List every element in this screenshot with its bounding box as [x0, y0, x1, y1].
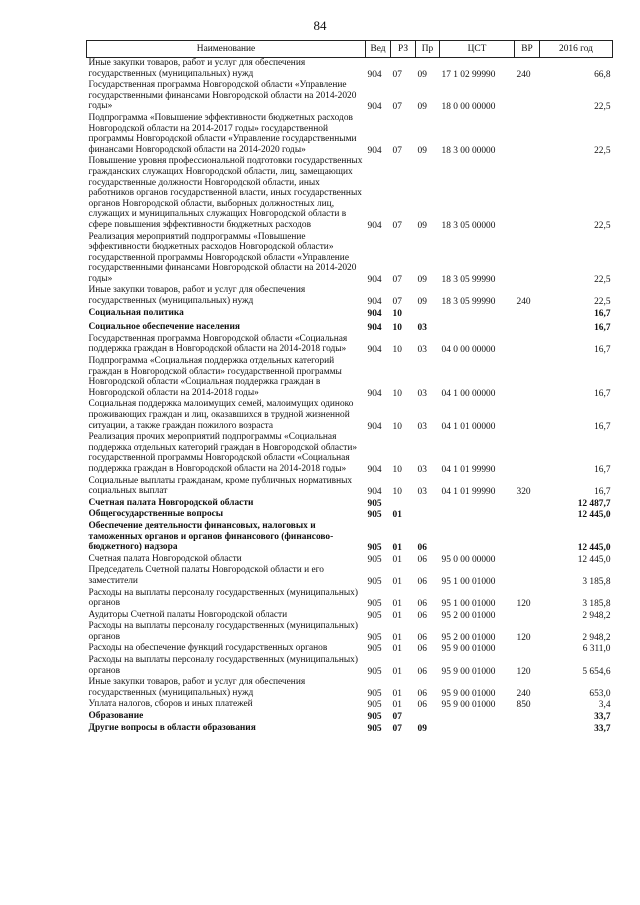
row-pr: 06 — [417, 599, 427, 610]
row-cst — [440, 521, 515, 554]
row-pr: 06 — [417, 700, 427, 711]
row-ved: 904 — [367, 345, 382, 356]
row-sum: 12 445,0 — [577, 543, 611, 554]
row-pr — [416, 308, 440, 320]
row-rz: 07 — [392, 723, 402, 734]
row-pr: 06 — [417, 666, 427, 677]
row-pr: 03 — [417, 345, 427, 356]
row-sum: 16,7 — [594, 464, 611, 475]
row-sum: 66,8 — [594, 69, 611, 80]
row-pr: 03 — [417, 323, 427, 334]
row-rz: 10 — [392, 421, 402, 432]
header-pr: Пр — [416, 41, 440, 58]
row-sum: 6 311,0 — [582, 644, 611, 655]
row-ved: 905 — [367, 576, 382, 587]
row-vr — [515, 319, 540, 334]
table-row — [87, 521, 613, 554]
table-body — [87, 58, 613, 735]
row-name: Другие вопросы в области образования — [88, 722, 256, 733]
row-cst: 04 0 00 00000 — [441, 345, 496, 356]
row-cst: 95 2 00 01000 — [441, 632, 496, 643]
row-ved: 904 — [367, 145, 382, 156]
table-row — [87, 498, 613, 510]
row-name: Повышение уровня профессиональной подготовки государственных гражданских служащих Новгородской области, лиц, замещающих государственные должности Новгородской области, иных работников органов государственной власти, иных государственных органов Новгородской области, выборных должностных лиц, служащих и муниципальных служащих Новгородской области в сфере повышения эффективности бюджетных расходов — [88, 156, 363, 230]
row-sum: 3 185,8 — [582, 576, 611, 587]
row-cst — [440, 319, 515, 334]
table-row — [87, 621, 613, 643]
row-vr — [515, 509, 540, 521]
row-pr: 03 — [417, 421, 427, 432]
row-vr — [515, 399, 540, 432]
table-row — [87, 509, 613, 521]
row-rz: 01 — [392, 688, 402, 699]
row-ved: 905 — [367, 632, 382, 643]
table-row — [87, 554, 613, 566]
row-name: Расходы на выплаты персоналу государственных (муниципальных) органов — [88, 587, 358, 609]
row-ved: 904 — [367, 323, 382, 334]
row-cst — [440, 509, 515, 521]
table-row — [87, 655, 613, 677]
row-pr: 06 — [417, 576, 427, 587]
row-pr: 09 — [417, 274, 427, 285]
page-number: 84 — [313, 18, 327, 33]
header-rz: РЗ — [391, 41, 416, 58]
row-rz: 07 — [392, 297, 402, 308]
row-sum: 16,7 — [594, 388, 611, 399]
row-cst: 18 3 05 99990 — [441, 297, 496, 308]
header-cst: ЦСТ — [440, 41, 515, 58]
row-vr — [515, 308, 540, 320]
row-name: Реализация мероприятий подпрограммы «Повышение эффективности бюджетных расходов Новгородской области» государственной программы Новгородской области «Управление государственными финансами Новгородской области на 2014-2020 годы» — [88, 231, 357, 284]
row-name: Председатель Счетной палаты Новгородской области и его заместители — [88, 565, 324, 586]
row-sum: 16,7 — [594, 323, 611, 334]
row-sum: 33,7 — [594, 712, 611, 723]
row-vr — [515, 565, 540, 587]
table-row — [87, 432, 613, 475]
row-cst: 95 9 00 01000 — [441, 688, 496, 699]
row-cst: 95 9 00 01000 — [441, 666, 496, 677]
row-cst — [440, 711, 515, 723]
row-rz: 01 — [392, 632, 402, 643]
row-sum: 2 948,2 — [582, 632, 611, 643]
table-row — [87, 677, 613, 699]
row-cst: 04 1 01 00000 — [441, 421, 496, 432]
row-ved: 904 — [367, 464, 382, 475]
row-vr — [515, 521, 540, 554]
row-sum: 33,7 — [594, 723, 611, 734]
row-ved: 904 — [367, 274, 382, 285]
table-row — [87, 156, 613, 231]
row-rz: 07 — [392, 274, 402, 285]
row-sum: 22,5 — [594, 274, 611, 285]
row-rz: 01 — [392, 610, 402, 621]
row-cst: 95 0 00 00000 — [441, 554, 496, 565]
row-sum: 653,0 — [589, 688, 611, 699]
row-rz: 01 — [392, 543, 402, 554]
header-name: Наименование — [87, 41, 366, 58]
row-sum: 3 185,8 — [582, 599, 611, 610]
row-sum: 22,5 — [594, 102, 611, 113]
row-rz: 10 — [392, 464, 402, 475]
row-pr — [416, 711, 440, 723]
table-row — [87, 643, 613, 655]
row-name: Реализация прочих мероприятий подпрограммы «Социальная поддержка отдельных категорий граждан в Новгородской области» государственной программы Новгородской области «Социальная поддержка граждан в Новгородской области на 2014-2018 годы» — [88, 432, 358, 474]
row-ved: 905 — [367, 510, 382, 521]
row-rz: 07 — [392, 145, 402, 156]
row-vr — [515, 113, 540, 156]
row-vr — [515, 723, 540, 735]
row-cst: 18 3 05 00000 — [441, 220, 496, 231]
row-ved: 905 — [367, 712, 382, 723]
table-row — [87, 308, 613, 320]
table-row — [87, 113, 613, 156]
row-vr — [515, 232, 540, 286]
row-ved: 905 — [367, 644, 382, 655]
row-vr — [515, 334, 540, 356]
table-row — [87, 399, 613, 432]
row-ved: 905 — [367, 554, 382, 565]
row-name: Иные закупки товаров, работ и услуг для обеспечения государственных (муниципальных) нужд — [88, 285, 306, 307]
row-name: Социальные выплаты гражданам, кроме публичных нормативных социальных выплат — [88, 475, 353, 497]
row-cst: 95 2 00 01000 — [441, 610, 496, 621]
row-rz: 10 — [392, 308, 402, 319]
row-cst: 95 9 00 01000 — [441, 644, 496, 655]
row-cst — [440, 308, 515, 320]
table-row — [87, 476, 613, 498]
row-rz: 10 — [392, 345, 402, 356]
row-name: Государственная программа Новгородской области «Управление государственными финансами Новгородской области на 2014-2020 годы» — [88, 80, 357, 112]
row-cst: 18 3 05 99990 — [441, 274, 496, 285]
row-name: Государственная программа Новгородской области «Социальная поддержка граждан в Новгородской области на 2014-2018 годы» — [88, 333, 348, 355]
row-rz — [391, 498, 416, 510]
table-row — [87, 319, 613, 334]
row-pr: 06 — [417, 688, 427, 699]
row-ved: 904 — [367, 308, 382, 319]
row-pr: 09 — [417, 102, 427, 113]
table-row — [87, 285, 613, 307]
table-row — [87, 711, 613, 723]
row-name: Социальное обеспечение населения — [88, 322, 240, 333]
row-pr: 06 — [417, 644, 427, 655]
row-name: Уплата налогов, сборов и иных платежей — [88, 699, 253, 710]
header-year: 2016 год — [540, 41, 613, 58]
row-name: Расходы на обеспечение функций государственных органов — [88, 643, 328, 654]
row-ved: 904 — [367, 220, 382, 231]
row-cst: 95 1 00 01000 — [441, 599, 496, 610]
row-pr: 09 — [417, 723, 427, 734]
row-name: Счетная палата Новгородской области — [88, 497, 254, 508]
row-pr: 06 — [417, 610, 427, 621]
row-name: Аудиторы Счетной палаты Новгородской области — [88, 609, 288, 620]
row-pr: 03 — [417, 464, 427, 475]
row-vr — [515, 80, 540, 113]
row-ved: 904 — [367, 421, 382, 432]
row-rz: 10 — [392, 388, 402, 399]
row-vr — [515, 711, 540, 723]
row-rz: 01 — [392, 644, 402, 655]
row-ved: 904 — [367, 388, 382, 399]
row-name: Общегосударственные вопросы — [88, 509, 224, 520]
table-row — [87, 565, 613, 587]
row-pr — [416, 498, 440, 510]
row-vr — [515, 554, 540, 566]
row-name: Образование — [88, 711, 144, 722]
row-sum: 12 487,7 — [577, 498, 611, 509]
row-vr: 240 — [516, 688, 531, 699]
row-pr: 09 — [417, 220, 427, 231]
row-rz: 01 — [392, 666, 402, 677]
table-row — [87, 334, 613, 356]
row-ved: 904 — [367, 102, 382, 113]
row-pr: 09 — [417, 297, 427, 308]
row-ved: 905 — [367, 543, 382, 554]
row-vr: 120 — [516, 632, 531, 643]
row-name: Иные закупки товаров, работ и услуг для обеспечения государственных (муниципальных) нужд — [88, 677, 306, 698]
row-pr: 06 — [417, 554, 427, 565]
row-sum: 22,5 — [594, 220, 611, 231]
row-name: Расходы на выплаты персоналу государственных (муниципальных) органов — [88, 621, 358, 642]
row-rz: 01 — [392, 599, 402, 610]
row-sum: 3,4 — [598, 700, 611, 711]
row-ved: 905 — [367, 688, 382, 699]
row-pr: 09 — [417, 69, 427, 80]
row-rz: 07 — [392, 69, 402, 80]
row-ved: 905 — [367, 723, 382, 734]
row-rz: 01 — [392, 554, 402, 565]
header-vr: ВР — [515, 41, 540, 58]
row-ved: 904 — [367, 487, 382, 498]
row-ved: 904 — [367, 297, 382, 308]
row-sum: 2 948,2 — [582, 610, 611, 621]
row-vr: 240 — [516, 69, 531, 80]
row-rz: 10 — [392, 487, 402, 498]
row-vr: 320 — [516, 487, 531, 498]
row-sum: 22,5 — [594, 297, 611, 308]
table-row — [87, 723, 613, 735]
row-name: Иные закупки товаров, работ и услуг для обеспечения государственных (муниципальных) нужд — [88, 58, 306, 79]
header-ved: Вед — [366, 41, 391, 58]
row-vr: 240 — [516, 297, 531, 308]
row-name: Обеспечение деятельности финансовых, налоговых и таможенных органов и органов финансового (финансово-бюджетного) надзора — [88, 520, 334, 553]
table-row — [87, 232, 613, 286]
row-vr — [515, 498, 540, 510]
table-row — [87, 356, 613, 399]
table-row — [87, 58, 613, 81]
row-pr: 06 — [417, 632, 427, 643]
row-pr — [416, 509, 440, 521]
row-vr — [515, 156, 540, 231]
row-name: Подпрограмма «Повышение эффективности бюджетных расходов Новгородской области на 2014-2017 годы» государственной программы Новгородской области «Управление государственными финансами Новгородской области на 2014-2020 годы» — [88, 112, 357, 155]
row-ved: 905 — [367, 666, 382, 677]
row-ved: 905 — [367, 610, 382, 621]
row-vr: 850 — [516, 700, 531, 711]
row-ved: 905 — [367, 700, 382, 711]
row-rz: 07 — [392, 712, 402, 723]
row-rz: 01 — [392, 510, 402, 521]
table-row — [87, 699, 613, 711]
row-cst: 18 3 00 00000 — [441, 145, 496, 156]
row-cst: 18 0 00 00000 — [441, 102, 496, 113]
row-rz: 10 — [392, 323, 402, 334]
row-cst: 04 1 00 00000 — [441, 388, 496, 399]
row-name: Расходы на выплаты персоналу государственных (муниципальных) органов — [88, 655, 358, 676]
table-header-row — [87, 41, 613, 58]
row-sum: 16,7 — [594, 487, 611, 498]
table-row — [87, 610, 613, 622]
row-vr: 120 — [516, 599, 531, 610]
row-vr: 120 — [516, 666, 531, 677]
row-cst: 04 1 01 99990 — [441, 487, 496, 498]
row-sum: 16,7 — [594, 421, 611, 432]
row-vr — [515, 643, 540, 655]
row-name: Социальная поддержка малоимущих семей, малоимущих одиноко проживающих граждан и лиц, оказавшихся в трудной жизненной ситуации, а также граждан пожилого возраста — [88, 399, 354, 431]
row-sum: 12 445,0 — [577, 554, 611, 565]
row-vr — [515, 432, 540, 475]
row-pr: 06 — [417, 543, 427, 554]
row-ved: 905 — [367, 498, 382, 509]
row-vr — [515, 356, 540, 399]
row-rz: 01 — [392, 700, 402, 711]
row-rz: 01 — [392, 576, 402, 587]
row-cst: 95 1 00 01000 — [441, 576, 496, 587]
row-cst — [440, 498, 515, 510]
row-sum: 12 445,0 — [577, 510, 611, 521]
row-sum: 5 654,6 — [582, 666, 611, 677]
row-cst: 17 1 02 99990 — [441, 69, 496, 80]
row-name: Подпрограмма «Социальная поддержка отдельных категорий граждан в Новгородской области» государственной программы Новгородской области «Социальная поддержка граждан в Новгородской области на 2014-2018 годы» — [88, 356, 342, 398]
table-row — [87, 588, 613, 610]
row-sum: 22,5 — [594, 145, 611, 156]
row-rz: 07 — [392, 102, 402, 113]
row-name: Социальная политика — [88, 307, 184, 318]
row-pr: 03 — [417, 388, 427, 399]
row-pr: 09 — [417, 145, 427, 156]
row-rz: 07 — [392, 220, 402, 231]
row-ved: 905 — [367, 599, 382, 610]
row-sum: 16,7 — [594, 308, 611, 319]
row-sum: 16,7 — [594, 345, 611, 356]
row-cst: 95 9 00 01000 — [441, 700, 496, 711]
table-row — [87, 80, 613, 113]
row-name: Счетная палата Новгородской области — [88, 553, 242, 564]
row-cst: 04 1 01 99990 — [441, 464, 496, 475]
row-ved: 904 — [367, 69, 382, 80]
row-vr — [515, 610, 540, 622]
row-cst — [440, 723, 515, 735]
row-pr: 03 — [417, 487, 427, 498]
budget-table — [86, 40, 613, 734]
